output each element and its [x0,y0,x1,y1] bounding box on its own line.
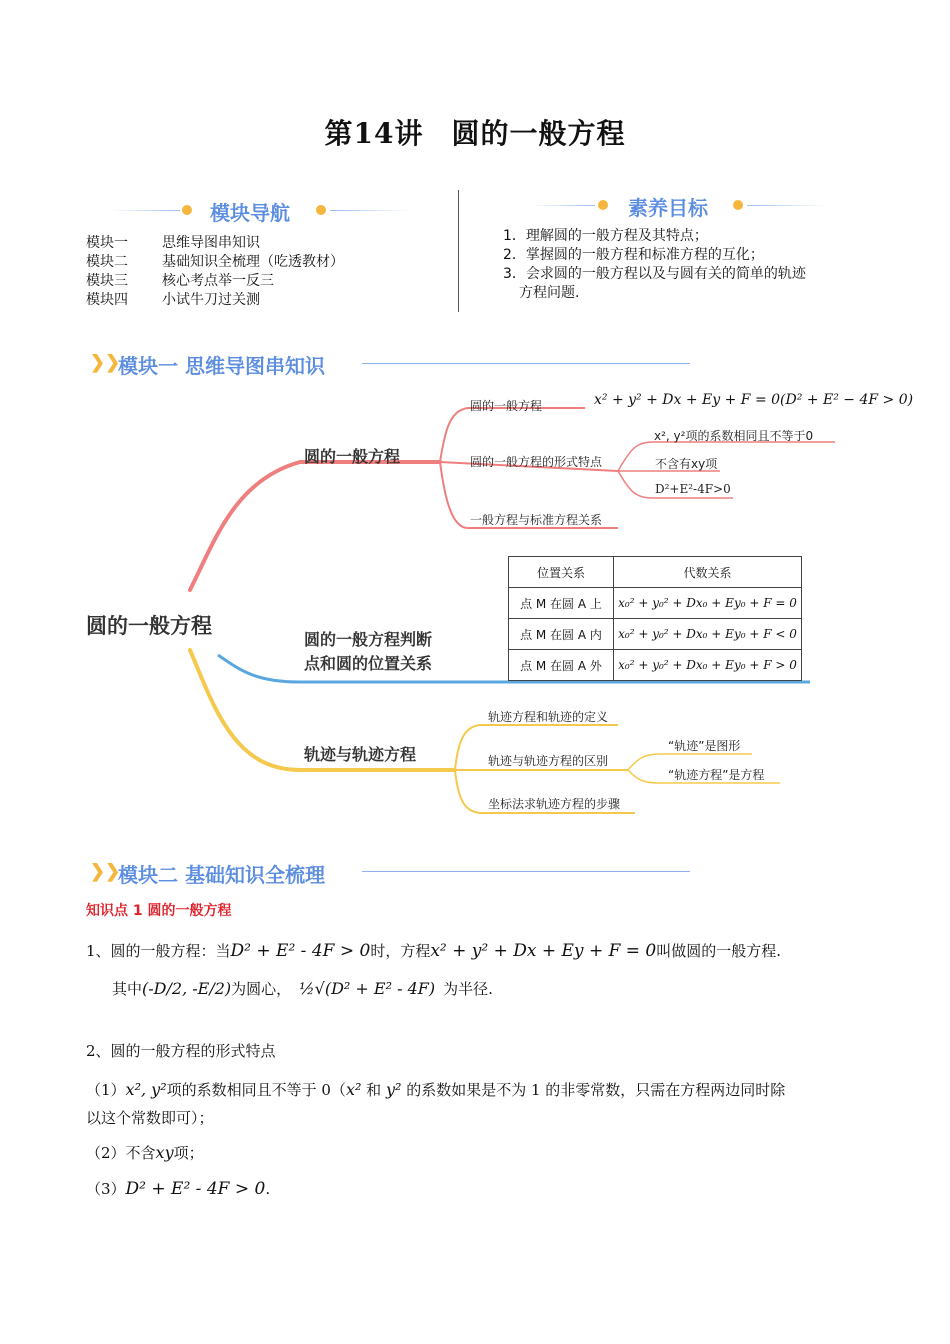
leaf-label: 坐标法求轨迹方程的步骤 [488,797,621,811]
leaf-label: 圆的一般方程的形式特点 [470,455,603,469]
branch-label: 轨迹与轨迹方程 [304,745,417,764]
goals-line-left [530,205,595,206]
nav-line-right [330,210,410,211]
goal-item: 3．会求圆的一般方程以及与圆有关的简单的轨迹 [503,266,806,282]
leaf-label: 轨迹与轨迹方程的区别 [488,754,609,768]
feature-2: （2）不含xy项； [86,1143,204,1162]
goals-dot-left [598,200,608,210]
general-equation-formula: x² + y² + Dx + Ey + F = 0(D² + E² − 4F > 0) [594,392,914,408]
sub-leaf-label: “轨迹”是图形 [668,739,741,753]
mindmap-root: 圆的一般方程 [86,614,212,638]
feature-label: 不含有xy项 [655,457,718,471]
module1-rule [362,363,690,364]
table-row: 点 M 在圆 A 内 x₀² + y₀² + Dx₀ + Ey₀ + F < 0 [509,619,802,650]
table-header: 位置关系 [509,557,614,588]
module2-heading: 模块二 基础知识全梳理 [118,863,325,887]
feature-label: x², y²项的系数相同且不等于0 [654,429,814,443]
nav-dot-left [182,205,192,215]
nav-item: 模块四 小试牛刀过关测 [86,292,260,308]
nav-heading: 模块导航 [210,201,290,225]
feature-label: D²+E²-4F>0 [655,482,731,496]
branch-label: 圆的一般方程判断 点和圆的位置关系 [304,630,433,673]
nav-item: 模块一 思维导图串知识 [86,235,260,251]
goal-item: 2．掌握圆的一般方程和标准方程的互化； [503,247,764,263]
branch-red-line [190,462,440,590]
leaf-label: 轨迹方程和轨迹的定义 [488,710,609,724]
paragraph-features-title: 2、圆的一般方程的形式特点 [86,1042,276,1060]
paragraph-definition: 1、圆的一般方程：当D² + E² - 4F > 0时，方程x² + y² + Dx + Ey + F = 0叫做圆的一般方程. [86,941,782,961]
nav-line-left [110,210,180,211]
feature-1: （1）x², y²项的系数相同且不等于 0（x² 和 y² 的系数如果是不为 1 的非零常数，只需在方程两边同时除 以这个常数即可）； [86,1080,786,1127]
goals-dot-right [733,200,743,210]
goal-item: 1．理解圆的一般方程及其特点； [503,228,708,244]
nav-item: 模块三 核心考点举一反三 [86,273,274,289]
module1-heading: 模块一 思维导图串知识 [118,354,325,378]
goal-item: 方程问题. [519,285,580,301]
sub-leaf-label: “轨迹方程”是方程 [668,768,765,782]
page-title [0,112,950,152]
column-divider [458,190,459,312]
goals-line-right [747,205,827,206]
goals-heading: 素养目标 [628,196,708,220]
sub-leaf-line [618,442,835,471]
lecture-number: 第14讲 [324,117,424,150]
module2-chevron-icon: ❯❯ [90,861,121,882]
table-header: 代数关系 [614,557,802,588]
nav-dot-right [316,205,326,215]
radius-formula: ½√(D² + E² - 4F) [299,979,436,998]
center-formula: (-D/2, -E/2) [142,979,232,998]
leaf-label: 圆的一般方程 [470,399,543,413]
leaf-label: 一般方程与标准方程关系 [470,513,603,527]
paragraph-center-radius: 其中(-D/2, -E/2)为圆心， ½√(D² + E² - 4F) 为半径. [112,979,493,998]
table-row: 点 M 在圆 A 外 x₀² + y₀² + Dx₀ + Ey₀ + F > 0 [509,650,802,681]
module1-chevron-icon: ❯❯ [90,352,121,373]
knowledge-point-title: 知识点 1 圆的一般方程 [86,903,232,919]
position-relation-table [508,556,802,681]
feature-3: （3）D² + E² - 4F > 0. [86,1179,271,1199]
nav-item: 模块二 基础知识全梳理（吃透教材） [86,254,344,270]
lecture-name: 圆的一般方程 [451,117,626,150]
branch-label: 圆的一般方程 [304,447,401,466]
module2-rule [362,871,690,872]
table-row: 点 M 在圆 A 上 x₀² + y₀² + Dx₀ + Ey₀ + F = 0 [509,588,802,619]
